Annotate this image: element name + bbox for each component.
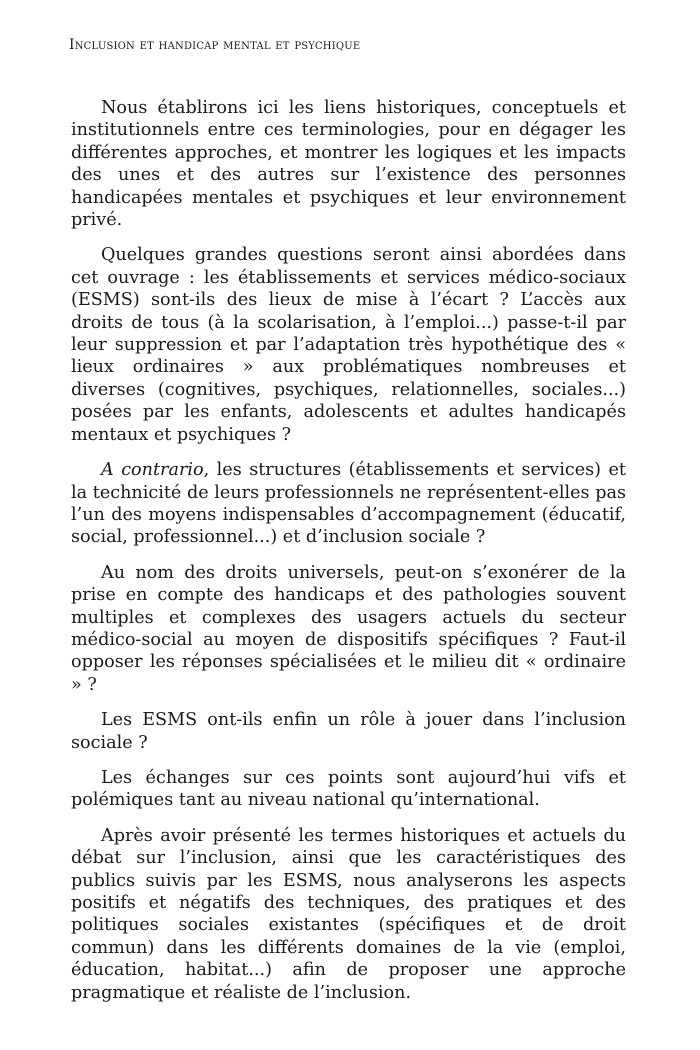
paragraph-1: Nous établirons ici les liens historiques, conceptuels et institutionnels entre ces terminologies, pour en dégager les différentes approches, et montrer les logiques et les impacts des unes et des autres sur l’existence des personnes handicapées mentales et psychiques et leur environnement privé. xyxy=(71,98,626,231)
paragraph-6: Les échanges sur ces points sont aujourd’hui vifs et polémiques tant au niveau national qu’international. xyxy=(71,767,626,811)
paragraph-3-text: , les structures (établissements et services) et la technicité de leurs professionnels ne représentent-elles pas l’un des moyens indispensables d’accompagnement (éducatif, social, professionnel...) et d’inclusion sociale ? xyxy=(71,460,626,548)
body-text xyxy=(71,97,626,1017)
paragraph-4: Au nom des droits universels, peut-on s’exonérer de la prise en compte des handicaps et des pathologies souvent multiples et complexes des usagers actuels du secteur médico-social au moyen de dispositifs spécifiques ? Faut-il opposer les réponses spécialisées et le milieu dit « ordinaire » ? xyxy=(71,562,626,695)
paragraph-3 xyxy=(71,459,626,549)
running-header: Inclusion et handicap mental et psychique xyxy=(69,37,361,53)
paragraph-2: Quelques grandes questions seront ainsi abordées dans cet ouvrage : les établissements et services médico-sociaux (ESMS) sont-ils des lieux de mise à l’écart ? L’accès aux droits de tous (à la scolarisation, à l’emploi...) passe-t-il par leur suppression et par l’adaptation très hypothétique des « lieux ordinaires » aux problématiques nombreuses et diverses (cognitives, psychiques, relationnelles, sociales...) posées par les enfants, adolescents et adultes handicapés mentaux et psychiques ? xyxy=(71,245,626,445)
paragraph-7: Après avoir présenté les termes historiques et actuels du débat sur l’inclusion, ainsi que les caractéristiques des publics suivis par les ESMS, nous analyserons les aspects positifs et négatifs des techniques, des pratiques et des politiques sociales existantes (spécifiques et de droit commun) dans les différents domaines de la vie (emploi, éducation, habitat...) afin de proposer une approche pragmatique et réaliste de l’inclusion. xyxy=(71,825,626,1003)
italic-lead: A contrario xyxy=(101,460,204,481)
paragraph-5: Les ESMS ont-ils enfin un rôle à jouer dans l’inclusion sociale ? xyxy=(71,710,626,753)
